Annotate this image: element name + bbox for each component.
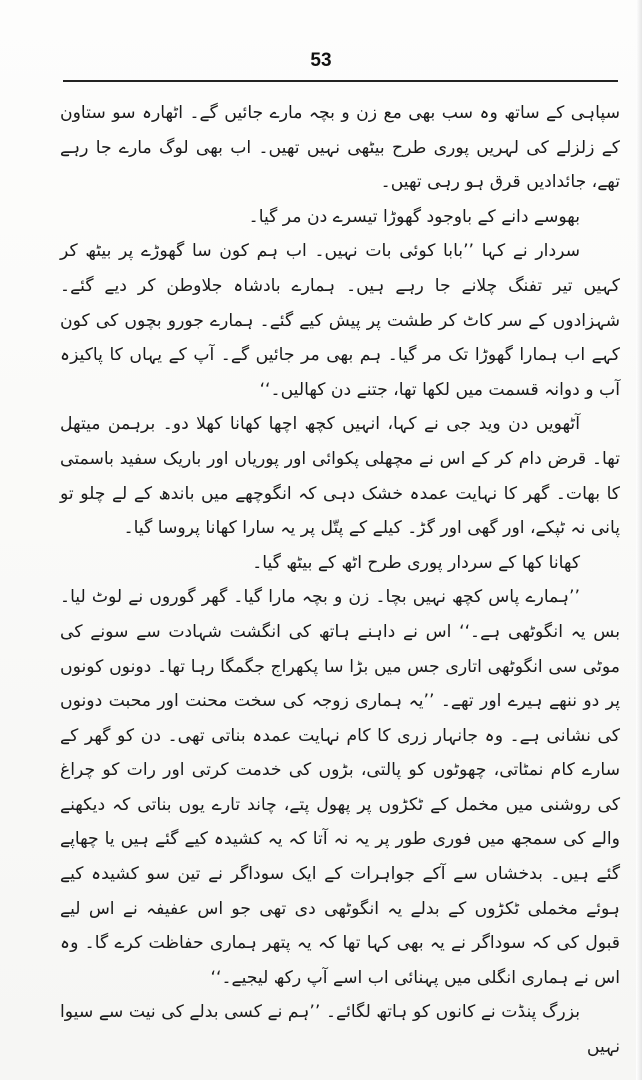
page-edge-shadow xyxy=(636,0,642,1080)
paragraph-5: کھانا کھا کے سردار پوری طرح اٹھ کے بیٹھ گیا۔ xyxy=(252,552,580,573)
paragraph-4: آٹھویں دن وید جی نے کہا، انہیں کچھ اچھا کھانا کھلا دو۔ برہمن میتھل تھا۔ قرض دام کر کے اس نے مچھلی پکوائی اور پوریاں اور باریک سفید باسمتی کا بھات۔ گھر کا نہایت عمدہ خشک دہی کہ انگوچھے میں باندھ کے لے چلو تو پانی نہ ٹپکے، اور گھی اور گڑ۔ کیلے کے پتّل پر یہ سارا کھانا پروسا گیا۔ xyxy=(60,414,620,539)
paragraph-6: ’’ہمارے پاس کچھ نہیں بچا۔ زن و بچہ مارا گیا۔ گھر گوروں نے لوٹ لیا۔ بس یہ انگوٹھی ہے۔‘‘ اس نے داہنے ہاتھ کی انگشت شہادت سے سونے کی موٹی سی انگوٹھی اتاری جس میں بڑا سا پکھراج جگمگا رہا تھا۔ دونوں کونوں پر دو ننھے ہیرے اور تھے۔ ’’یہ ہماری زوجہ کی سخت محنت اور محبت دونوں کی نشانی ہے۔ وہ جانہار زری کا کام نہایت عمدہ بناتی تھی۔ دن کو گھر کے سارے کام نمٹاتی، چھوٹوں کو پالتی، بڑوں کی خدمت کرتی اور رات کو چراغ کی روشنی میں مخمل کے ٹکڑوں پر پھول پتے، چاند تارے یوں بناتی کہ دیکھنے والے کی سمجھ میں فوری طور پر یہ نہ آتا کہ یہ کشیدہ کیے گئے ہیں یا چھاپے گئے ہیں۔ بدخشاں سے آکے جواہرات کے ایک سوداگر نے تین سو کشیدہ کیے ہوئے مخملی ٹکڑوں کے بدلے یہ انگوٹھی دی تھی جو اس عفیفہ نے اس لیے قبول کی کہ سوداگر نے یہ بھی کہا تھا کہ یہ پتھر ہماری حفاظت کرے گا۔ وہ اس نے ہماری انگلی میں پہنائی اب اسے آپ رکھ لیجیے۔‘‘ xyxy=(60,587,620,988)
page-number: 53 xyxy=(310,50,332,71)
body-text xyxy=(60,96,620,1065)
paragraph-3: سردار نے کہا ’’بابا کوئی بات نہیں۔ اب ہم کون سا گھوڑے پر بیٹھ کر کہیں تیر تفنگ چلانے جا رہے ہیں۔ ہمارے بادشاہ جلاوطن کر دیے گئے۔ شہزادوں کے سر کاٹ کر طشت پر پیش کیے گئے۔ ہمارے جورو بچوں کی کون کہے اب ہمارا گھوڑا تک مر گیا۔ ہم بھی مر جائیں گے۔ آپ کے یہاں کا پاکیزہ آب و دوانہ قسمت میں لکھا تھا، جتنے دن کھالیں۔‘‘ xyxy=(60,241,620,400)
paragraph-2: بھوسے دانے کے باوجود گھوڑا تیسرے دن مر گیا۔ xyxy=(248,206,580,227)
paragraph-1: سپاہی کے ساتھ وہ سب بھی مع زن و بچہ مارے جائیں گے۔ اٹھارہ سو ستاون کے زلزلے کی لہریں پوری طرح بیٹھی نہیں تھیں۔ اب بھی لوگ مارے جا رہے تھے، جائدادیں قرق ہو رہی تھیں۔ xyxy=(60,103,620,193)
paragraph-7: بزرگ پنڈت نے کانوں کو ہاتھ لگائے۔ ’’ہم نے کسی بدلے کی نیت سے سیوا نہیں xyxy=(60,1002,620,1058)
header-rule xyxy=(63,80,618,82)
